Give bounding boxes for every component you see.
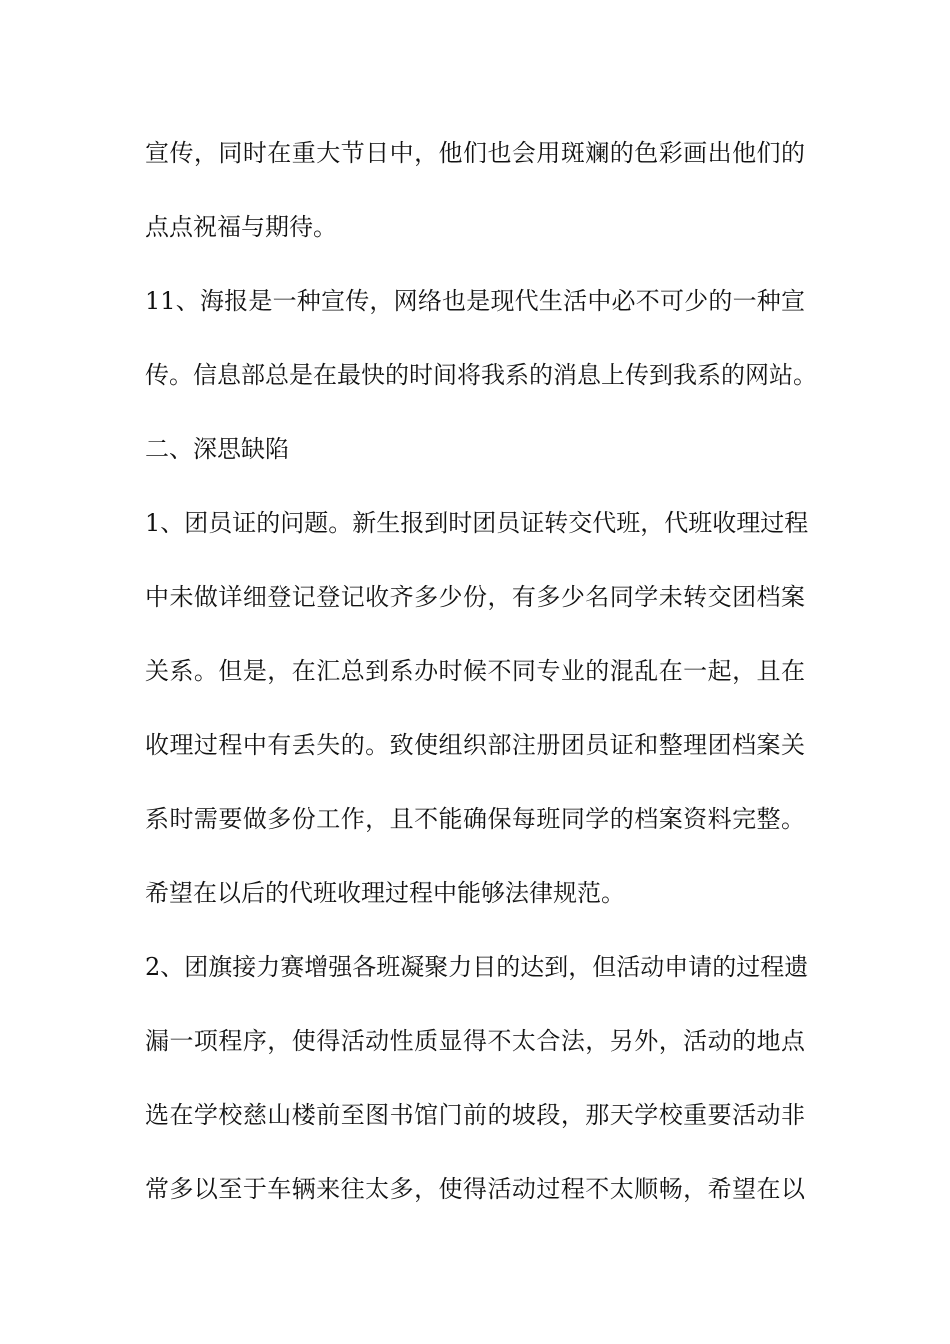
text-line: 宣传，同时在重大节日中，他们也会用斑斓的色彩画出他们的 xyxy=(145,139,805,167)
text-line: 关系。但是，在汇总到系办时候不同专业的混乱在一起，且在 xyxy=(145,657,805,685)
text-line: 希望在以后的代班收理过程中能够法律规范。 xyxy=(145,879,625,907)
text-line: 常多以至于车辆来往太多，使得活动过程不太顺畅，希望在以 xyxy=(145,1175,805,1203)
section-heading: 二、深思缺陷 xyxy=(145,435,289,463)
text-line: 1、团员证的问题。新生报到时团员证转交代班，代班收理过程 xyxy=(145,509,809,537)
text-line: 2、团旗接力赛增强各班凝聚力目的达到，但活动申请的过程遗 xyxy=(145,953,809,981)
text-line: 漏一项程序，使得活动性质显得不太合法，另外，活动的地点 xyxy=(145,1027,805,1055)
text-line: 中未做详细登记登记收齐多少份，有多少名同学未转交团档案 xyxy=(145,583,805,611)
text-line: 11、海报是一种宣传，网络也是现代生活中必不可少的一种宣 xyxy=(145,287,805,315)
text-line: 传。信息部总是在最快的时间将我系的消息上传到我系的网站。 xyxy=(145,361,817,389)
text-line: 系时需要做多份工作，且不能确保每班同学的档案资料完整。 xyxy=(145,805,805,833)
text-line: 收理过程中有丢失的。致使组织部注册团员证和整理团档案关 xyxy=(145,731,805,759)
text-line: 选在学校慈山楼前至图书馆门前的坡段，那天学校重要活动非 xyxy=(145,1101,805,1129)
text-line: 点点祝福与期待。 xyxy=(145,213,337,241)
